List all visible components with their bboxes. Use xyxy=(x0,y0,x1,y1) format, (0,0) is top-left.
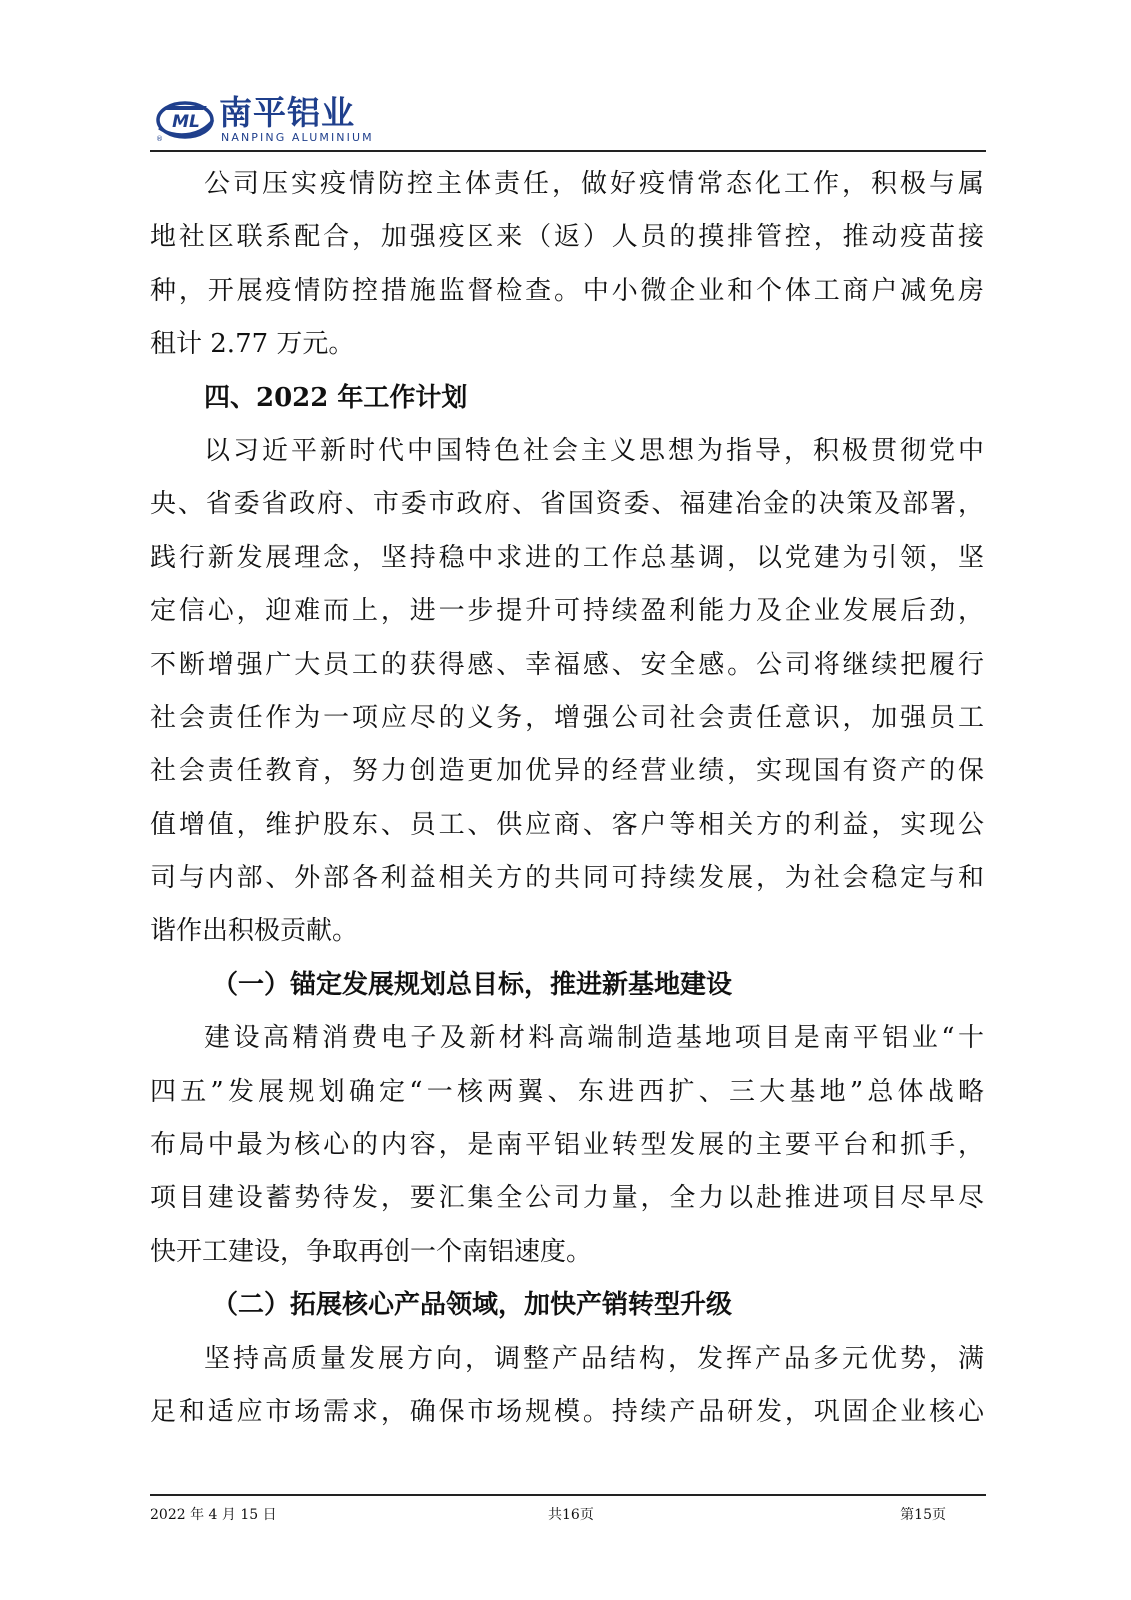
text-line: 值增值，维护股东、员工、供应商、客户等相关方的利益，实现公 xyxy=(150,809,984,840)
footer-date: 2022 年 4 月 15 日 xyxy=(150,1507,277,1523)
text-line: 谐作出积极贡献。 xyxy=(150,916,359,947)
text-line: 以习近平新时代中国特色社会主义思想为指导，积极贯彻党中 xyxy=(204,435,984,466)
text-line: 央、省委省政府、市委市政府、省国资委、福建冶金的决策及部署， xyxy=(150,489,984,520)
footer-page-number: 第15页 xyxy=(900,1507,946,1523)
logo-chinese-name: 南平铝业 xyxy=(219,93,355,132)
page-footer xyxy=(150,1494,986,1530)
text-line: 建设高精消费电子及新材料高端制造基地项目是南平铝业“十 xyxy=(204,1023,984,1054)
text-line: 司与内部、外部各利益相关方的共同可持续发展，为社会稳定与和 xyxy=(150,863,984,894)
text-line: 公司压实疫情防控主体责任，做好疫情常态化工作，积极与属 xyxy=(204,169,984,199)
text-line: 租计 2.77 万元。 xyxy=(150,329,355,360)
text-line: 践行新发展理念，坚持稳中求进的工作总基调，以党建为引领，坚 xyxy=(150,542,984,573)
text-line: 快开工建设，争取再创一个南铝速度。 xyxy=(150,1236,593,1267)
page-header xyxy=(150,92,986,152)
footer-total-pages: 共16页 xyxy=(548,1507,594,1523)
text-line: 定信心，迎难而上，进一步提升可持续盈利能力及企业发展后劲， xyxy=(150,596,984,627)
section-heading: 四、2022 年工作计划 xyxy=(204,382,468,413)
text-line: 不断增强广大员工的获得感、幸福感、安全感。公司将继续把履行 xyxy=(150,649,984,680)
svg-text:®: ® xyxy=(156,135,163,142)
text-line: 社会责任作为一项应尽的义务，增强公司社会责任意识，加强员工 xyxy=(150,702,984,733)
section-heading: （一）锚定发展规划总目标，推进新基地建设 xyxy=(212,969,733,1000)
text-line: 坚持高质量发展方向，调整产品结构，发挥产品多元优势，满 xyxy=(204,1343,984,1374)
text-line: 四五”发展规划确定“一核两翼、东进西扩、三大基地”总体战略 xyxy=(150,1076,984,1107)
text-line: 社会责任教育，努力创造更加优异的经营业绩，实现国有资产的保 xyxy=(150,756,984,787)
logo-emblem-icon xyxy=(155,98,217,142)
text-line: 布局中最为核心的内容，是南平铝业转型发展的主要平台和抓手， xyxy=(150,1130,984,1161)
text-line: 足和适应市场需求，确保市场规模。持续产品研发，巩固企业核心 xyxy=(150,1396,984,1427)
text-line: 项目建设蓄势待发，要汇集全公司力量，全力以赴推进项目尽早尽 xyxy=(150,1183,984,1214)
document-body xyxy=(150,158,984,1439)
text-line: 种，开展疫情防控措施监督检查。中小微企业和个体工商户减免房 xyxy=(150,275,984,306)
svg-text:ML: ML xyxy=(172,112,200,132)
company-logo xyxy=(155,93,415,146)
section-heading: （二）拓展核心产品领域，加快产销转型升级 xyxy=(212,1290,733,1321)
logo-english-name: NANPING ALUMINIUM xyxy=(221,131,374,144)
text-line: 地社区联系配合，加强疫区来（返）人员的摸排管控，推动疫苗接 xyxy=(150,222,984,253)
